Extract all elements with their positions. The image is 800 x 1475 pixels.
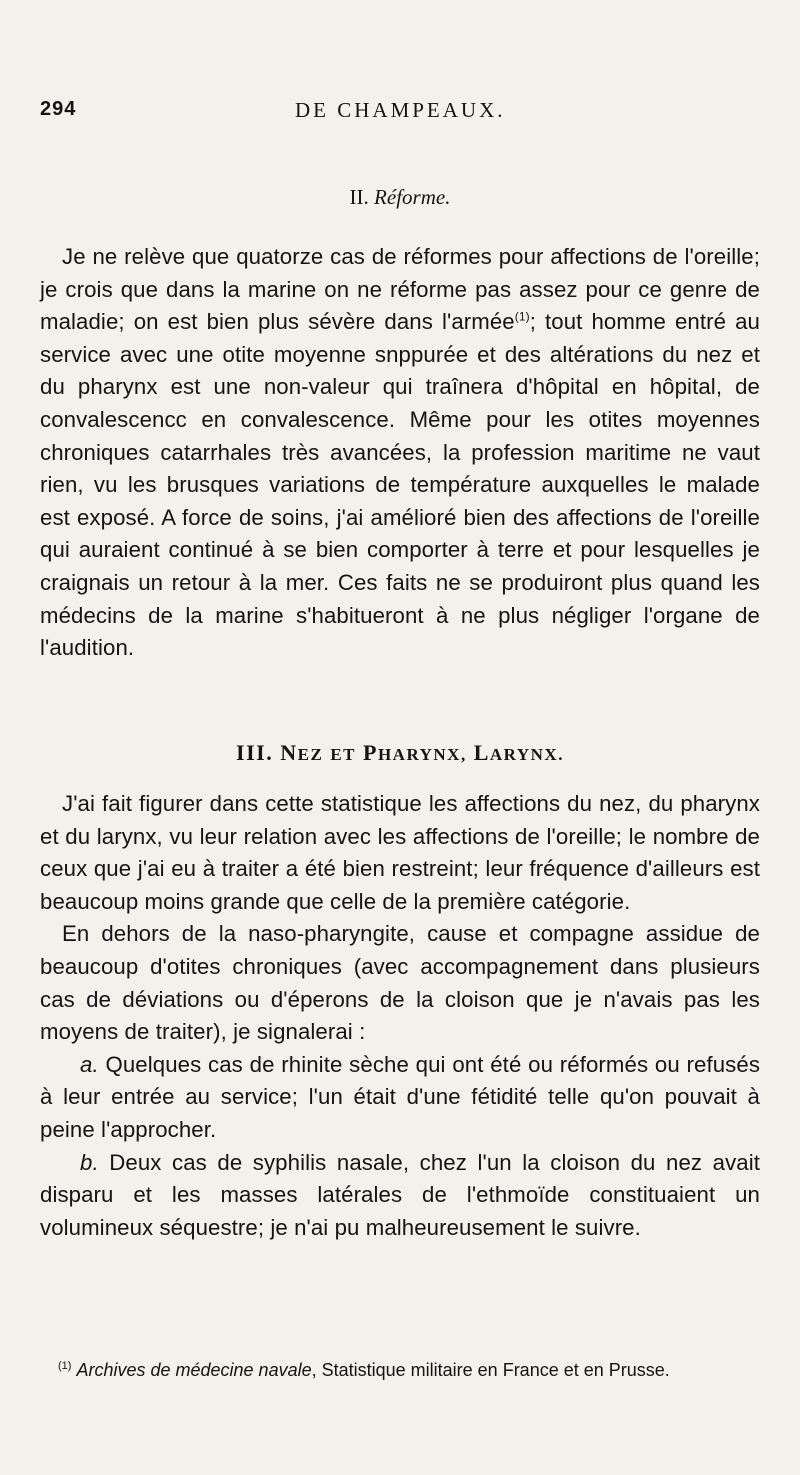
- paragraph-reforme-start: Je ne relève que quatorze cas de réformes pour affections de l'oreille; je crois que dans la marine on ne réforme pas assez pour ce genre de maladie; on est bien plus sévère dans l'armée: [40, 244, 760, 335]
- paragraph-reforme: [40, 241, 760, 665]
- item-a-label: a.: [80, 1051, 99, 1077]
- footnote-text: , Statistique militaire en France et en Prusse.: [311, 1360, 670, 1380]
- subsection-number: III.: [236, 740, 274, 765]
- item-a-text: Quelques cas de rhinite sèche qui ont été ou réformés ou refusés à leur entrée au service; l'un était d'une fétidité telle qu'on pouvait à peine l'approcher.: [40, 1051, 761, 1142]
- paragraph-statistique: J'ai fait figurer dans cette statistique les affections du nez, du pharynx et du larynx, vu leur relation avec les affections de l'oreille; le nombre de ceux que j'ai eu à traiter a été bien restreint; leur fréquence d'ailleurs est beaucoup moins grande que celle de la première catégorie.: [40, 791, 760, 914]
- item-b-text: Deux cas de syphilis nasale, chez l'un la cloison du nez avait disparu et les masses latérales de l'ethmoïde constituaient un volumineux séquestre; je n'ai pu malheureusement le suivre.: [40, 1149, 761, 1240]
- body-block-reforme: [40, 241, 760, 665]
- footnote-mark: (1): [58, 1360, 72, 1372]
- subsection-heading: [0, 740, 800, 766]
- footnote: [58, 1358, 778, 1382]
- running-title: DE CHAMPEAUX.: [295, 98, 506, 122]
- footnote-reference: (1): [514, 309, 530, 324]
- paragraph-naso-pharyngite: En dehors de la naso-pharyngite, cause et compagne assidue de beaucoup d'otites chroniques (avec accompagnement dans plusieurs cas de déviations ou d'éperons de la cloison que je n'avais pas les moyens de traiter), je signalerai :: [40, 921, 760, 1045]
- body-block-nez-pharynx-larynx: [40, 788, 760, 1244]
- subsection-word-nez: NEZ: [280, 740, 324, 765]
- paragraph-item-a: [40, 1049, 760, 1147]
- paragraph-reforme-end: ; tout homme entré au service avec une otite moyenne snppurée et des altérations du nez et du pharynx est une non-valeur qui traînera d'hôpital en hôpital, de convalescencc en convalescence. Même pour les otites moyennes chroniques catarrhales très avancées, la profession maritime ne vaut rien, vu les brusques variations de température auxquelles le malade est exposé. A force de soins, j'ai amélioré bien des affections de l'oreille qui auraient continué à se bien comporter à terre et pour lesquelles je craignais un retour à la mer. Ces faits ne se produiront plus quand les médecins de la marine s'habitueront à ne plus négliger l'organe de l'audition.: [40, 309, 760, 661]
- item-b-label: b.: [80, 1149, 99, 1175]
- subsection-word-larynx: LARYNX.: [473, 740, 564, 765]
- footnote-journal: Archives de médecine navale: [76, 1360, 312, 1380]
- subsection-word-pharynx: PHARYNX,: [363, 740, 467, 765]
- section-heading: [0, 185, 800, 210]
- running-head: [0, 98, 800, 128]
- subsection-connector: ET: [330, 745, 356, 764]
- section-label: II.: [349, 185, 369, 209]
- section-title: Réforme.: [374, 185, 451, 209]
- page-number: 294: [40, 98, 77, 120]
- paragraph-item-b: [40, 1147, 760, 1245]
